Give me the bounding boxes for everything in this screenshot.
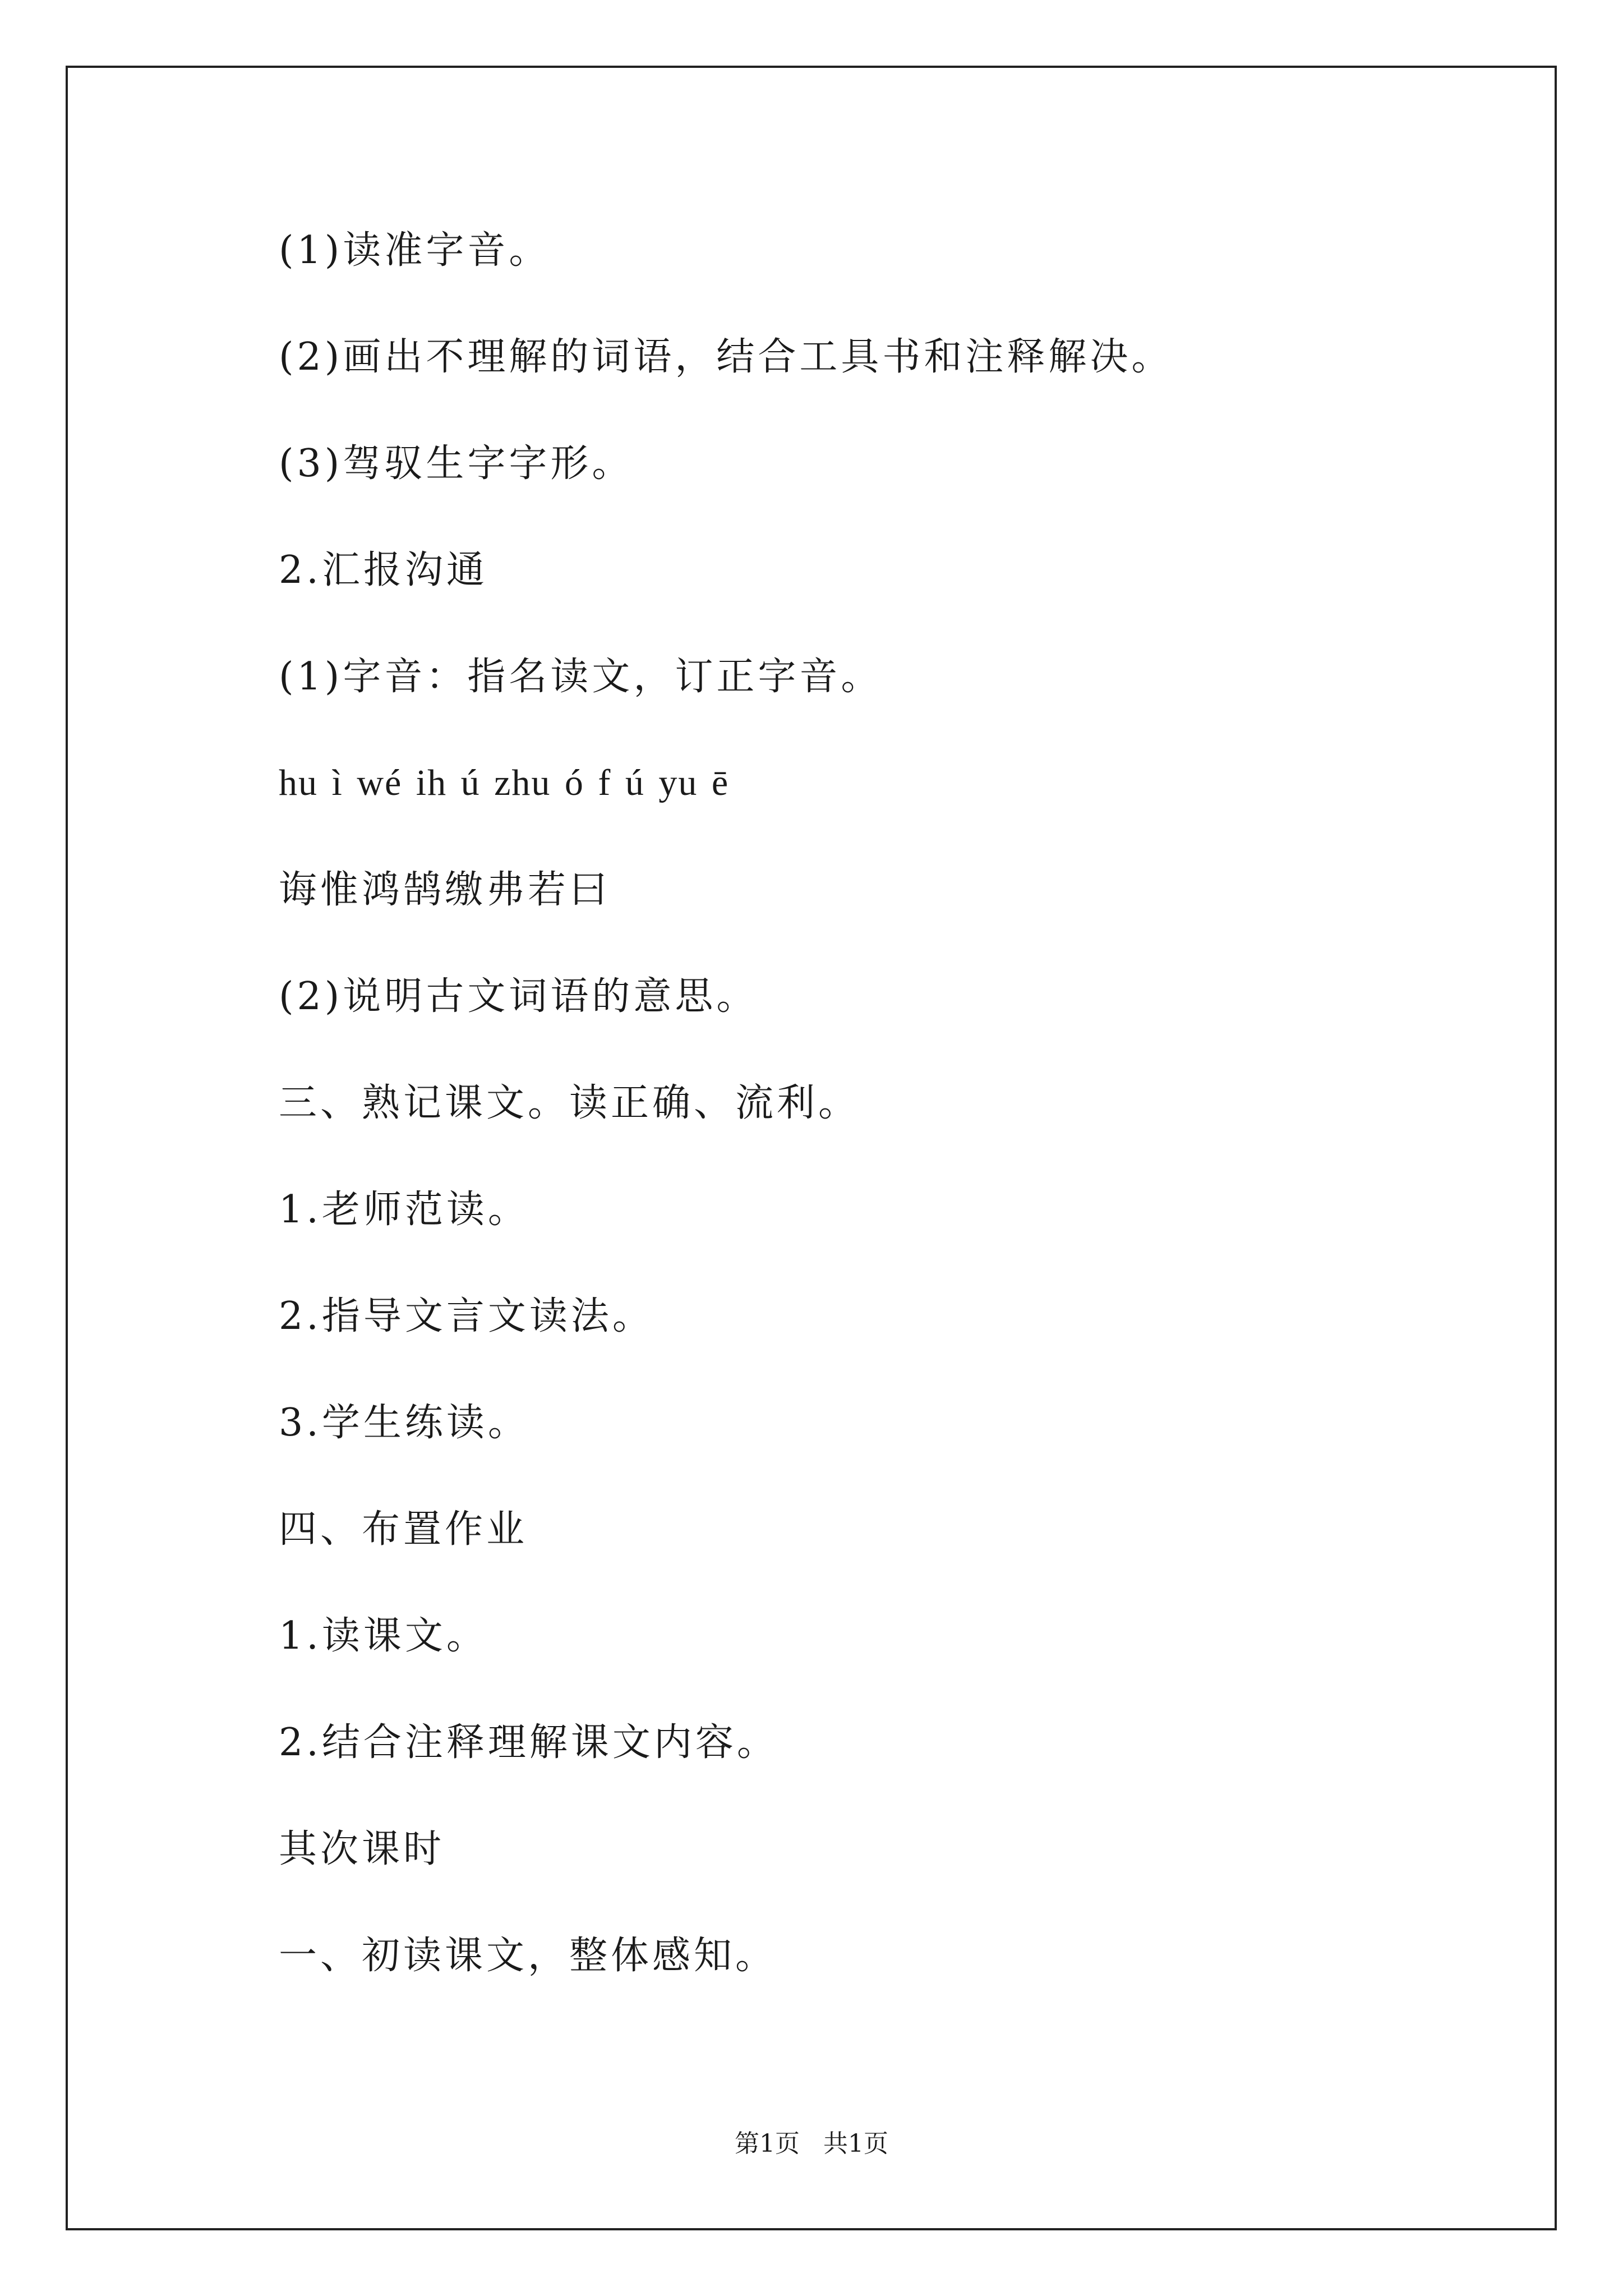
text-line: 2.结合注释理解课文内容。 xyxy=(279,1720,778,1765)
page-number-total: 共1页 xyxy=(823,2129,888,2158)
text-line: (2)画出不理解的词语，结合工具书和注释解决。 xyxy=(279,335,1173,379)
section-heading: 一、初读课文，整体感知。 xyxy=(279,1934,777,1978)
text-line: (1)字音：指名读文，订正字音。 xyxy=(279,655,883,699)
lesson-heading: 其次课时 xyxy=(279,1827,445,1871)
text-line: (1)读准字音。 xyxy=(279,228,551,273)
page-frame xyxy=(66,66,1557,2230)
text-line: 3.学生练读。 xyxy=(279,1401,529,1445)
text-line: 1.读课文。 xyxy=(279,1614,488,1658)
page-footer xyxy=(0,2123,1623,2159)
section-heading: 四、布置作业 xyxy=(279,1507,528,1552)
text-line: 诲惟鸿鹄缴弗若曰 xyxy=(279,868,611,912)
section-heading: 三、熟记课文。读正确、流利。 xyxy=(279,1081,860,1125)
pinyin-line: hu ì wé ih ú zhu ó f ú yu ē xyxy=(279,762,730,803)
text-line: 1.老师范读。 xyxy=(279,1188,529,1232)
text-line: (2)说明古文词语的意思。 xyxy=(279,974,758,1019)
text-line: 2.汇报沟通 xyxy=(279,548,488,592)
text-line: 2.指导文言文读法。 xyxy=(279,1294,654,1338)
text-line: (3)驾驭生字字形。 xyxy=(279,441,634,486)
page-number-current: 第1页 xyxy=(735,2129,800,2158)
